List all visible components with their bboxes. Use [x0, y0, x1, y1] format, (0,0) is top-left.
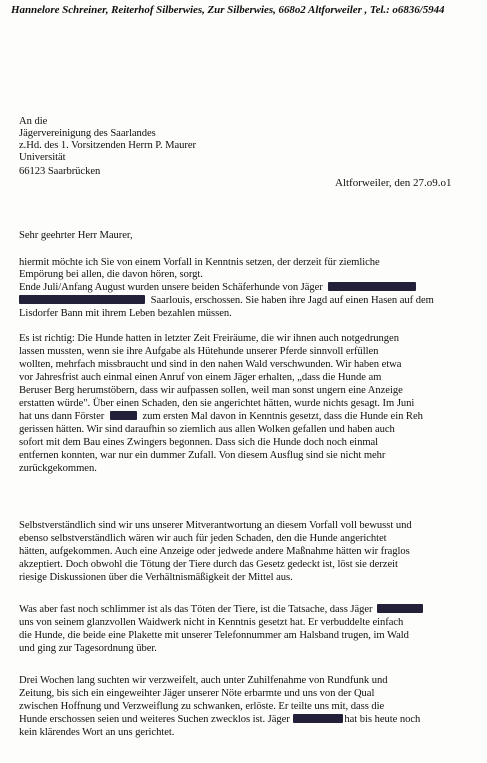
redaction-bar [19, 295, 145, 304]
text-line: erstatten würde". Über einen Schaden, den sie angerichtet hätten, wurde nichts gesagt. Im Juni [19, 398, 415, 409]
text-line: vor Jahresfrist auch einmal einen Anruf von einem Jäger erhalten, „dass die Hunde am [19, 372, 382, 383]
address-line: Universität [19, 152, 66, 163]
text-span: Ende Juli/Anfang August wurden unsere beiden Schäferhunde von Jäger [19, 282, 323, 293]
text-line: Empörung bei allen, die davon hören, sorgt. [19, 269, 203, 280]
text-line: Zeitung, bis sich ein eingeweihter Jäger unserer Nöte erbarmte und uns von der Qual [19, 688, 375, 699]
text-line [19, 295, 434, 307]
text-line: gerissen hätten. Wir sind daraufhin so ziemlich aus allen Wolken gefallen und haben auch [19, 424, 395, 435]
text-line: Es ist richtig: Die Hunde hatten in letzter Zeit Freiräume, die wir ihnen auch notgedrungen [19, 333, 399, 344]
text-line: ebenso selbstverständlich wären wir auch für jeden Schaden, den die Hunde angerichtet [19, 533, 387, 544]
text-span: Was aber fast noch schlimmer ist als das Töten der Tiere, ist die Tatsache, dass Jäger [19, 604, 373, 615]
redaction-bar [328, 282, 416, 291]
text-line: die Hunde, die beide eine Plakette mit unserer Telefonnummer am Halsband trugen, im Wald [19, 630, 409, 641]
text-line: wollten, mehrfach missbraucht und sind in den nahen Wald verschwunden. Wir haben etwa [19, 359, 402, 370]
text-span: Hunde erschossen seien und weiteres Suchen zwecklos ist. Jäger [19, 714, 290, 725]
address-line: z.Hd. des 1. Vorsitzenden Herrn P. Maurer [19, 140, 197, 151]
text-line: akzeptiert. Doch obwohl die Tötung der Tiere durch das Gesetz gedeckt ist, löst sie derzeit [19, 559, 398, 570]
text-line: Beruser Berg herumstöbern, dass wir aufpassen sollen, weil man sonst ungern eine Anzeige [19, 385, 403, 396]
text-line: entfernen konnten, war nur ein dummer Zufall. Von diesem Ausflug sind sie nicht mehr [19, 450, 386, 461]
text-line [19, 282, 416, 294]
text-line: kein klärendes Wort an uns gerichtet. [19, 727, 175, 738]
text-span: hat bis heute noch [344, 714, 421, 725]
text-line: hiermit möchte ich Sie von einem Vorfall in Kenntnis setzen, der derzeit für ziemliche [19, 257, 380, 268]
text-line: Drei Wochen lang suchten wir verzweifelt, auch unter Zuhilfenahme von Rundfunk und [19, 675, 388, 686]
text-line: zurückgekommen. [19, 463, 97, 474]
redaction-bar [377, 604, 423, 613]
text-line: lassen mussten, wenn sie ihre Aufgabe als Hütehunde unserer Pferde sinnvoll erfüllen [19, 346, 379, 357]
letterhead: Hannelore Schreiner, Reiterhof Silberwies, Zur Silberwies, 668o2 Altforweiler , Tel.: o6836/5944 [11, 4, 445, 16]
address-line: Jägervereinigung des Saarlandes [19, 128, 156, 139]
text-line: hätten, aufgekommen. Auch eine Anzeige oder jedwede andere Maßnahme hätten wir fraglos [19, 546, 410, 557]
text-line: zwischen Hoffnung und Verzweiflung zu schwanken, erlöste. Er teilte uns mit, dass die [19, 701, 385, 712]
letter-date: Altforweiler, den 27.o9.o1 [335, 177, 452, 189]
text-line [19, 714, 420, 726]
text-line [19, 411, 423, 423]
salutation: Sehr geehrter Herr Maurer, [19, 230, 133, 241]
redaction-bar [293, 714, 343, 723]
text-line: Selbstverständlich sind wir uns unserer Mitverantwortung an diesem Vorfall voll bewusst und [19, 520, 412, 531]
text-line: sofort mit dem Bau eines Zwingers begonnen. Dass sich die Hunde doch noch einmal [19, 437, 379, 448]
address-line: An die [19, 116, 48, 127]
text-line: uns von seinem glanzvollen Waidwerk nicht in Kenntnis gesetzt hat. Er verbuddelte einfach [19, 617, 404, 628]
address-line: 66123 Saarbrücken [19, 166, 101, 177]
text-line [19, 604, 423, 616]
text-span: zum ersten Mal davon in Kenntnis gesetzt, dass die Hunde ein Reh [142, 411, 423, 422]
text-line: Lisdorfer Bann mit ihrem Leben bezahlen müssen. [19, 308, 232, 319]
text-span: hat uns dann Förster [19, 411, 105, 422]
text-span: Saarlouis, erschossen. Sie haben ihre Jagd auf einen Hasen auf dem [150, 295, 434, 306]
text-line: riesige Diskussionen über die Verhältnismäßigkeit der Mittel aus. [19, 572, 293, 583]
text-line: und ging zur Tagesordnung über. [19, 643, 157, 654]
redaction-bar [110, 411, 137, 420]
